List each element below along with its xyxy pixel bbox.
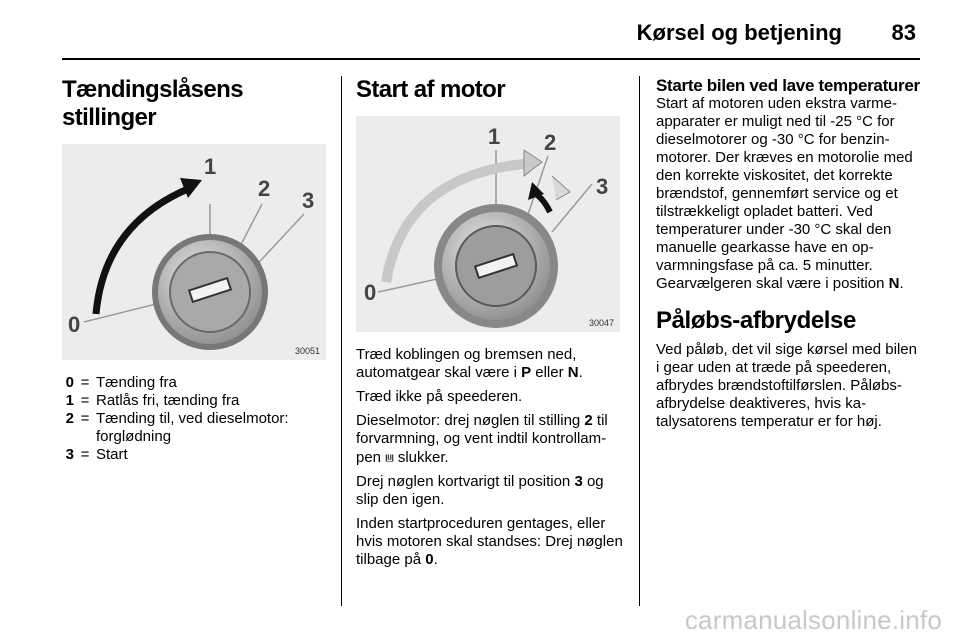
label-3: 3 xyxy=(302,188,315,213)
gear-n: N xyxy=(888,275,900,292)
column-divider xyxy=(341,76,342,606)
legend-num: 2 xyxy=(65,410,74,427)
start-lock-illustration xyxy=(356,116,620,332)
ignition-figure xyxy=(62,144,326,360)
watermark: carmanualsonline.info xyxy=(684,605,942,635)
legend-num: 1 xyxy=(65,392,74,409)
legend-num: 0 xyxy=(65,374,74,391)
legend-eq: = xyxy=(80,410,90,427)
legend-text: Tænding fra xyxy=(96,374,177,391)
legend-eq: = xyxy=(80,446,90,463)
gear-n: N xyxy=(567,364,579,381)
legend-text: Ratlås fri, tænding fra xyxy=(96,392,240,409)
text: . xyxy=(899,275,904,292)
label-1: 1 xyxy=(488,124,501,149)
start-figure xyxy=(356,116,620,332)
text: eller xyxy=(531,364,568,381)
paragraph xyxy=(356,412,624,467)
legend-item xyxy=(62,374,326,392)
paragraph xyxy=(656,95,922,293)
label-0: 0 xyxy=(364,280,377,305)
label-0: 0 xyxy=(68,312,81,337)
gear-p: P xyxy=(521,364,532,381)
column-divider xyxy=(639,76,640,606)
legend-eq: = xyxy=(80,374,90,391)
legend-item xyxy=(62,410,326,446)
figure-number: 30051 xyxy=(294,346,320,356)
legend-item xyxy=(62,446,326,464)
text: slukker. xyxy=(393,449,449,466)
paragraph xyxy=(356,346,624,382)
position-legend xyxy=(62,374,326,464)
section-title: Påløbs-afbrydelse xyxy=(656,307,856,334)
band-arrow-head xyxy=(524,150,542,176)
section-title: Start af motor xyxy=(356,76,505,103)
text: . xyxy=(433,551,438,568)
header-title: Kørsel og betjening xyxy=(636,20,842,45)
column-engine-start xyxy=(356,76,624,575)
subsection-title: Starte bilen ved lave temperaturer xyxy=(656,76,920,95)
label-3: 3 xyxy=(596,174,609,199)
text: Start af motoren uden ekstra varmeapparater er muligt ned til -25 °C for dieselmotorer og -30 °C for benzinmotorer. Der kræves en motorolie med den korrekte viskositet, det korrekte brændstof, gennemført service og et tilstrækkeligt opladet batteri. Ved temperaturer under -30 °C skal den manuelle gearkasse have en opvarmningsfase på ca. 5 minutter. Gearvælgeren skal være i position xyxy=(656,95,913,292)
paragraph: Træd ikke på speederen. xyxy=(356,388,523,405)
ignition-lock-illustration xyxy=(62,144,326,360)
page-header xyxy=(0,0,960,60)
section-title: Tændingslåsens stillinger xyxy=(62,76,243,131)
glow-plug-icon: ⩏ xyxy=(385,448,394,466)
text: Træd koblingen og bremsen ned, automatgear skal være i xyxy=(356,346,577,381)
text: . xyxy=(578,364,583,381)
label-2: 2 xyxy=(258,176,271,201)
legend-eq: = xyxy=(80,392,90,409)
text: til forvarmning, og vent indtil kontrollampen xyxy=(356,412,608,466)
position-3: 3 xyxy=(574,473,583,490)
figure-number: 30047 xyxy=(588,318,614,328)
paragraph: Ved påløb, det vil sige kørsel med bilen i gear uden at træde på speederen, afbrydes brændstoftilførslen. Påløbs-afbrydelse deaktiveres, hvis katalysatorens temperatur er for høj. xyxy=(656,341,917,430)
legend-item xyxy=(62,392,326,410)
position-0: 0 xyxy=(425,551,434,568)
legend-text: Start xyxy=(96,446,128,463)
paragraph xyxy=(356,473,624,509)
start-zone-arrow xyxy=(552,176,570,200)
text: Drej nøglen kortvarigt til position xyxy=(356,473,575,490)
header-rule xyxy=(62,58,920,60)
text: og slip den igen. xyxy=(356,473,604,508)
column-ignition-positions xyxy=(62,76,326,464)
legend-text: Tænding til, ved dieselmotor: forglødning xyxy=(96,410,289,445)
label-2: 2 xyxy=(544,130,557,155)
label-1: 1 xyxy=(204,154,217,179)
text: Dieselmotor: drej nøglen til stilling xyxy=(356,412,585,429)
text: Inden startproceduren gentages, eller hvis motoren skal standses: Drej nøglen tilbage på xyxy=(356,515,623,568)
paragraph xyxy=(356,515,624,569)
position-2: 2 xyxy=(584,412,593,429)
legend-num: 3 xyxy=(65,446,74,463)
start-instructions xyxy=(356,346,624,569)
page-number: 83 xyxy=(891,20,916,45)
column-cold-start xyxy=(656,76,922,431)
